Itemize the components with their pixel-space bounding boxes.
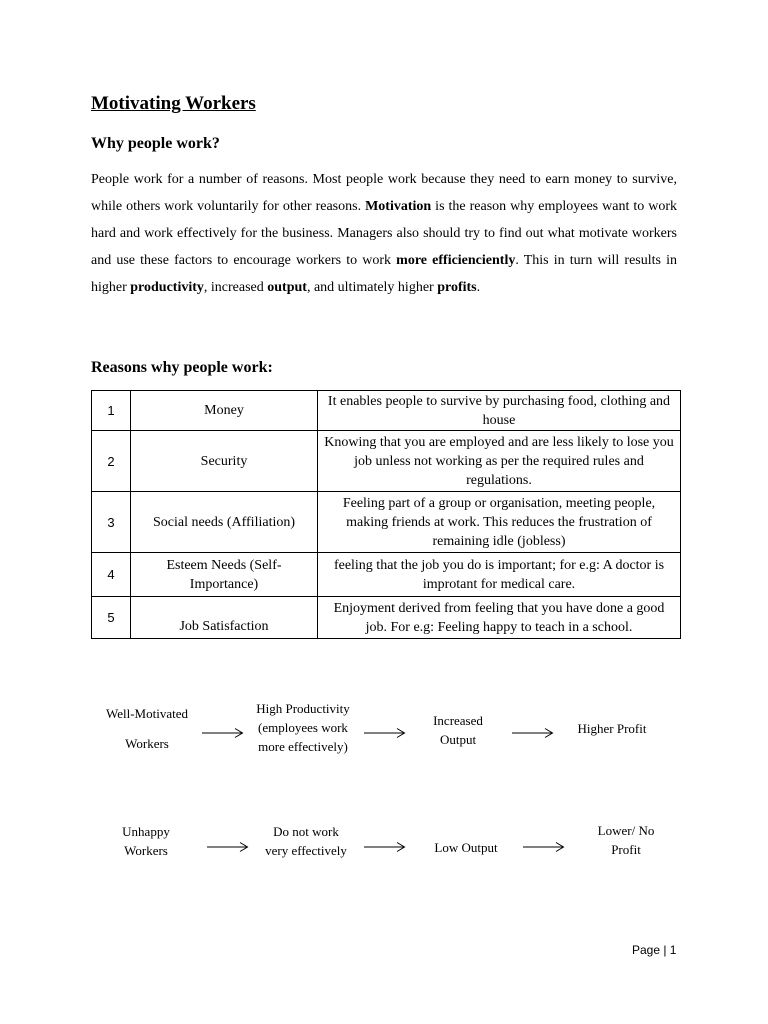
- flow-step-low-output: Low Output: [434, 840, 498, 855]
- row-number: 4: [92, 553, 131, 597]
- row-number: 5: [92, 597, 131, 639]
- intro-paragraph: [91, 166, 677, 301]
- table-row: [92, 391, 681, 431]
- page-title: Motivating Workers: [91, 93, 256, 114]
- flow-text: Profit: [611, 842, 641, 857]
- flow-step-do-not-work-effectively: [250, 822, 362, 860]
- flow-text: High Productivity: [256, 701, 350, 716]
- flow-step-higher-profit: Higher Profit: [577, 721, 647, 736]
- page-number: Page | 1: [632, 943, 677, 957]
- right-arrow-icon: [364, 841, 406, 853]
- row-reason: Esteem Needs (Self-Importance): [131, 553, 318, 597]
- term-profits: profits: [437, 280, 477, 295]
- flow-text: more effectively): [258, 739, 348, 754]
- right-arrow-icon: [512, 727, 554, 739]
- row-number: 3: [92, 492, 131, 553]
- flow-step-unhappy-workers: [106, 822, 186, 860]
- right-arrow-icon: [523, 841, 565, 853]
- flow-text: very effectively: [265, 843, 347, 858]
- flow-step-increased-output: [418, 711, 498, 749]
- right-arrow-icon: [364, 727, 406, 739]
- flow-text: Lower/ No: [597, 823, 655, 838]
- section-heading-why-people-work: Why people work?: [91, 135, 220, 152]
- flow-text: Do not work: [273, 824, 339, 839]
- row-description: Knowing that you are employed and are less likely to lose you job unless not working as per the required rules and regulations.: [318, 431, 681, 492]
- intro-text: .: [476, 280, 481, 295]
- intro-text: , and ultimately higher: [306, 280, 438, 295]
- flow-step-lower-no-profit: [576, 821, 676, 859]
- row-reason: Security: [131, 431, 318, 492]
- row-description: It enables people to survive by purchasing food, clothing and house: [318, 391, 681, 431]
- intro-text: , increased: [203, 280, 268, 295]
- intro-text: . This in turn will results in higher: [91, 253, 677, 295]
- row-description: feeling that the job you do is important; for e.g: A doctor is improtant for medical care.: [318, 553, 681, 597]
- term-output: output: [267, 280, 307, 295]
- flow-step-well-motivated-workers: [92, 704, 202, 753]
- row-reason: Money: [131, 391, 318, 431]
- term-motivation: Motivation: [365, 199, 432, 214]
- row-description: Feeling part of a group or organisation, meeting people, making friends at work. This reduces the frustration of remaining idle (jobless): [318, 492, 681, 553]
- flow-step-high-productivity: [243, 699, 363, 756]
- row-description: Enjoyment derived from feeling that you have done a good job. For e.g: Feeling happy to teach in a school.: [318, 597, 681, 639]
- intro-text: is the reason why employees want to work hard and work effectively for the business. Managers also should try to find out what motivate workers and use these factors to encourage workers to work: [91, 199, 677, 268]
- table-row: [92, 492, 681, 553]
- flow-text: (employees work: [258, 720, 348, 735]
- right-arrow-icon: [207, 841, 249, 853]
- term-more-efficiently: more efficienciently: [396, 253, 516, 268]
- flow-text: Unhappy: [122, 824, 170, 839]
- row-number: 1: [92, 391, 131, 431]
- flow-text: Increased: [433, 713, 483, 728]
- row-reason: Social needs (Affiliation): [131, 492, 318, 553]
- flow-text: Workers: [124, 843, 168, 858]
- term-productivity: productivity: [130, 280, 204, 295]
- table-row: [92, 553, 681, 597]
- reasons-table: [91, 390, 681, 639]
- flow-text: Well-Motivated: [106, 706, 188, 721]
- table-row: [92, 431, 681, 492]
- flow-text: Workers: [125, 736, 169, 751]
- flow-text: Output: [439, 732, 477, 747]
- row-reason: Job Satisfaction: [131, 597, 318, 639]
- row-number: 2: [92, 431, 131, 492]
- table-row: [92, 597, 681, 639]
- right-arrow-icon: [202, 727, 244, 739]
- intro-text: People work for a number of reasons. Most people work because they need to earn money to survive, while others work voluntarily for other reasons.: [91, 172, 677, 214]
- section-heading-reasons: Reasons why people work:: [91, 359, 273, 376]
